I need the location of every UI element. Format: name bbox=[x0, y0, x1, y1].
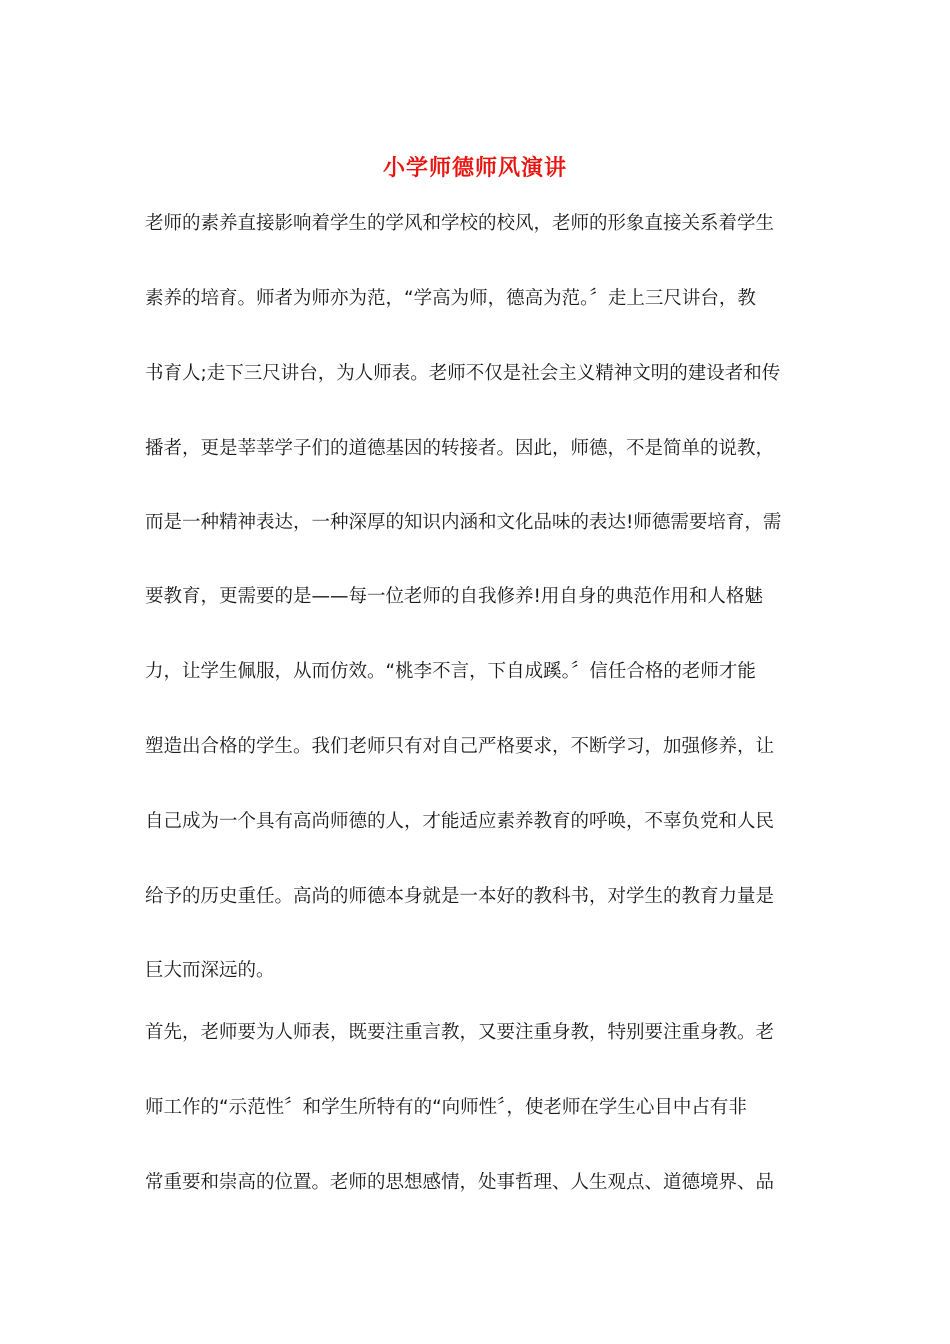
paragraph-1-line-6: 要教育，更需要的是——每一位老师的自我修养!用自身的典范作用和人格魅 bbox=[145, 586, 763, 607]
paragraph-1-line-4: 播者，更是莘莘学子们的道德基因的转接者。因此，师德，不是简单的说教， bbox=[145, 438, 775, 459]
paragraph-1-line-9: 自己成为一个具有高尚师德的人，才能适应素养教育的呼唤，不辜负党和人民 bbox=[145, 811, 775, 832]
paragraph-1-line-5: 而是一种精神表达，一种深厚的知识内涵和文化品味的表达!师德需要培育，需 bbox=[145, 512, 782, 533]
document-title: 小学师德师风演讲 bbox=[382, 155, 567, 181]
paragraph-2-line-1: 首先，老师要为人师表，既要注重言教，又要注重身教，特别要注重身教。老 bbox=[145, 1022, 775, 1043]
paragraph-1-line-7: 力，让学生佩服，从而仿效。“桃李不言，下自成蹊。〞信任合格的老师才能 bbox=[145, 661, 756, 682]
paragraph-1-line-3: 书育人;走下三尺讲台，为人师表。老师不仅是社会主义精神文明的建设者和传 bbox=[145, 363, 781, 384]
paragraph-1-line-1: 老师的素养直接影响着学生的学风和学校的校风，老师的形象直接关系着学生 bbox=[145, 213, 775, 234]
paragraph-1-line-11: 巨大而深远的。 bbox=[145, 960, 275, 981]
paragraph-1-line-10: 给予的历史重任。高尚的师德本身就是一本好的教科书，对学生的教育力量是 bbox=[145, 886, 775, 907]
paragraph-1-line-8: 塑造出合格的学生。我们老师只有对自己严格要求，不断学习，加强修养，让 bbox=[145, 736, 775, 757]
paragraph-2-line-3: 常重要和崇高的位置。老师的思想感情，处事哲理、人生观点、道德境界、品 bbox=[145, 1172, 775, 1193]
paragraph-2-line-2: 师工作的“示范性〞和学生所特有的“向师性〞，使老师在学生心目中占有非 bbox=[145, 1097, 747, 1118]
paragraph-1-line-2: 素养的培育。师者为师亦为范，“学高为师，德高为范。〞走上三尺讲台，教 bbox=[145, 288, 756, 309]
